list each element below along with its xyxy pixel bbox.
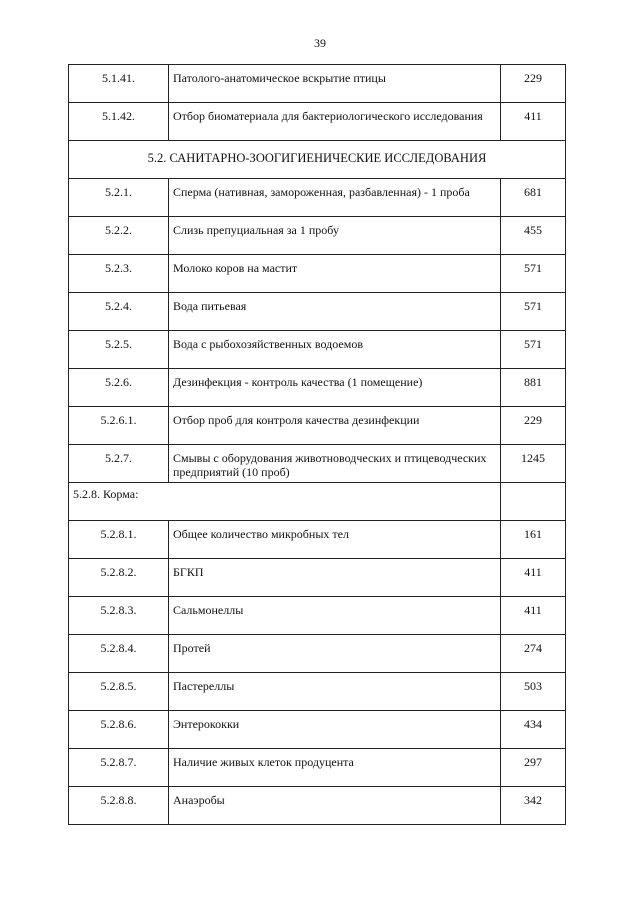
row-price: 681 [501,179,566,217]
row-price: 571 [501,255,566,293]
row-number: 5.2.8.5. [69,673,169,711]
row-number: 5.2.2. [69,217,169,255]
table-row [69,445,566,483]
row-number: 5.2.5. [69,331,169,369]
row-name: Молоко коров на мастит [169,255,501,293]
table-row [69,635,566,673]
row-name: Протей [169,635,501,673]
row-name: Вода питьевая [169,293,501,331]
row-number: 5.2.4. [69,293,169,331]
row-number: 5.1.42. [69,103,169,141]
table-row [69,673,566,711]
row-price: 411 [501,597,566,635]
row-price: 297 [501,749,566,787]
row-number: 5.2.6. [69,369,169,407]
page-number: 39 [314,36,326,50]
table-row [69,103,566,141]
row-number: 5.2.8.7. [69,749,169,787]
table-row [69,407,566,445]
row-number: 5.2.8.1. [69,521,169,559]
row-number: 5.2.8.8. [69,787,169,825]
row-name: Патолого-анатомическое вскрытие птицы [169,65,501,103]
table-row [69,179,566,217]
row-number: 5.2.3. [69,255,169,293]
row-name: Наличие живых клеток продуцента [169,749,501,787]
row-price: 1245 [501,445,566,483]
row-number: 5.2.7. [69,445,169,483]
row-price: 571 [501,293,566,331]
row-name: Вода с рыбохозяйственных водоемов [169,331,501,369]
row-price: 411 [501,103,566,141]
group-label: 5.2.8. Корма: [69,483,501,521]
row-name: Отбор биоматериала для бактериологического исследования [169,103,501,141]
row-price: 229 [501,407,566,445]
table-row [69,217,566,255]
table-row [69,65,566,103]
row-price: 503 [501,673,566,711]
row-name: Энтерококки [169,711,501,749]
row-name: Анаэробы [169,787,501,825]
row-name: Слизь препуциальная за 1 пробу [169,217,501,255]
price-table [68,64,566,825]
row-number: 5.2.8.2. [69,559,169,597]
table-row [69,559,566,597]
row-name: Отбор проб для контроля качества дезинфекции [169,407,501,445]
table-row [69,597,566,635]
row-name: Дезинфекция - контроль качества (1 помещение) [169,369,501,407]
table-row [69,749,566,787]
table-row [69,521,566,559]
table-row [69,369,566,407]
row-name: Общее количество микробных тел [169,521,501,559]
group-price-empty [501,483,566,521]
group-row [69,483,566,521]
row-name: Сперма (нативная, замороженная, разбавленная) - 1 проба [169,179,501,217]
row-price: 161 [501,521,566,559]
section-title: 5.2. САНИТАРНО-ЗООГИГИЕНИЧЕСКИЕ ИССЛЕДОВАНИЯ [69,141,566,179]
row-number: 5.2.8.6. [69,711,169,749]
row-number: 5.1.41. [69,65,169,103]
row-name: Пастереллы [169,673,501,711]
row-price: 342 [501,787,566,825]
row-number: 5.2.8.4. [69,635,169,673]
row-price: 434 [501,711,566,749]
row-price: 229 [501,65,566,103]
row-name: Сальмонеллы [169,597,501,635]
table-row [69,293,566,331]
row-number: 5.2.6.1. [69,407,169,445]
row-number: 5.2.1. [69,179,169,217]
row-price: 274 [501,635,566,673]
row-number: 5.2.8.3. [69,597,169,635]
row-price: 571 [501,331,566,369]
table-row [69,331,566,369]
row-name: Смывы с оборудования животноводческих и птицеводческих предприятий (10 проб) [169,445,501,483]
row-price: 411 [501,559,566,597]
row-price: 881 [501,369,566,407]
table-row [69,255,566,293]
row-name: БГКП [169,559,501,597]
table-row [69,787,566,825]
row-price: 455 [501,217,566,255]
table-row [69,711,566,749]
section-row [69,141,566,179]
